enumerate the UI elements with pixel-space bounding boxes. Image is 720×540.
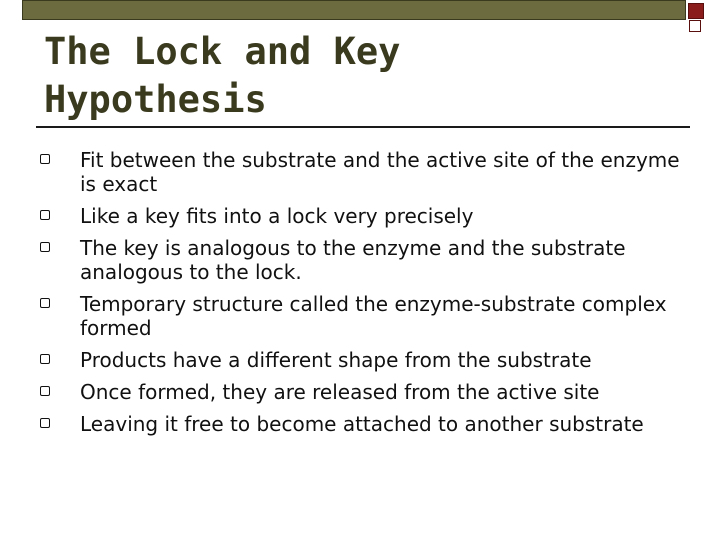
bullet-text: Leaving it free to become attached to another substrate [80,412,644,436]
hollow-square-bullet-icon [40,154,50,164]
bullet-text: Fit between the substrate and the active site of the enzyme is exact [80,148,680,196]
bullet-item [40,148,700,196]
hollow-square-bullet-icon [40,298,50,308]
hollow-square-bullet-icon [40,386,50,396]
hollow-square-bullet-icon [40,418,50,428]
top-decorative-bar [22,0,686,20]
corner-accent-square [688,3,704,19]
hollow-square-bullet-icon [40,242,50,252]
bullet-text: Products have a different shape from the substrate [80,348,592,372]
bullet-text: Once formed, they are released from the active site [80,380,600,404]
bullet-item [40,348,700,372]
bullet-text: The key is analogous to the enzyme and the substrate analogous to the lock. [80,236,626,284]
bullet-text: Like a key fits into a lock very precisely [80,204,474,228]
title-divider [36,126,690,128]
hollow-square-bullet-icon [40,210,50,220]
corner-accent-square-small [689,20,701,32]
bullet-list [40,148,700,444]
bullet-item [40,380,700,404]
bullet-item [40,292,700,340]
bullet-item [40,204,700,228]
slide-title: The Lock and Key Hypothesis [44,30,401,121]
hollow-square-bullet-icon [40,354,50,364]
bullet-item [40,412,700,436]
bullet-item [40,236,700,284]
bullet-text: Temporary structure called the enzyme-substrate complex formed [80,292,667,340]
